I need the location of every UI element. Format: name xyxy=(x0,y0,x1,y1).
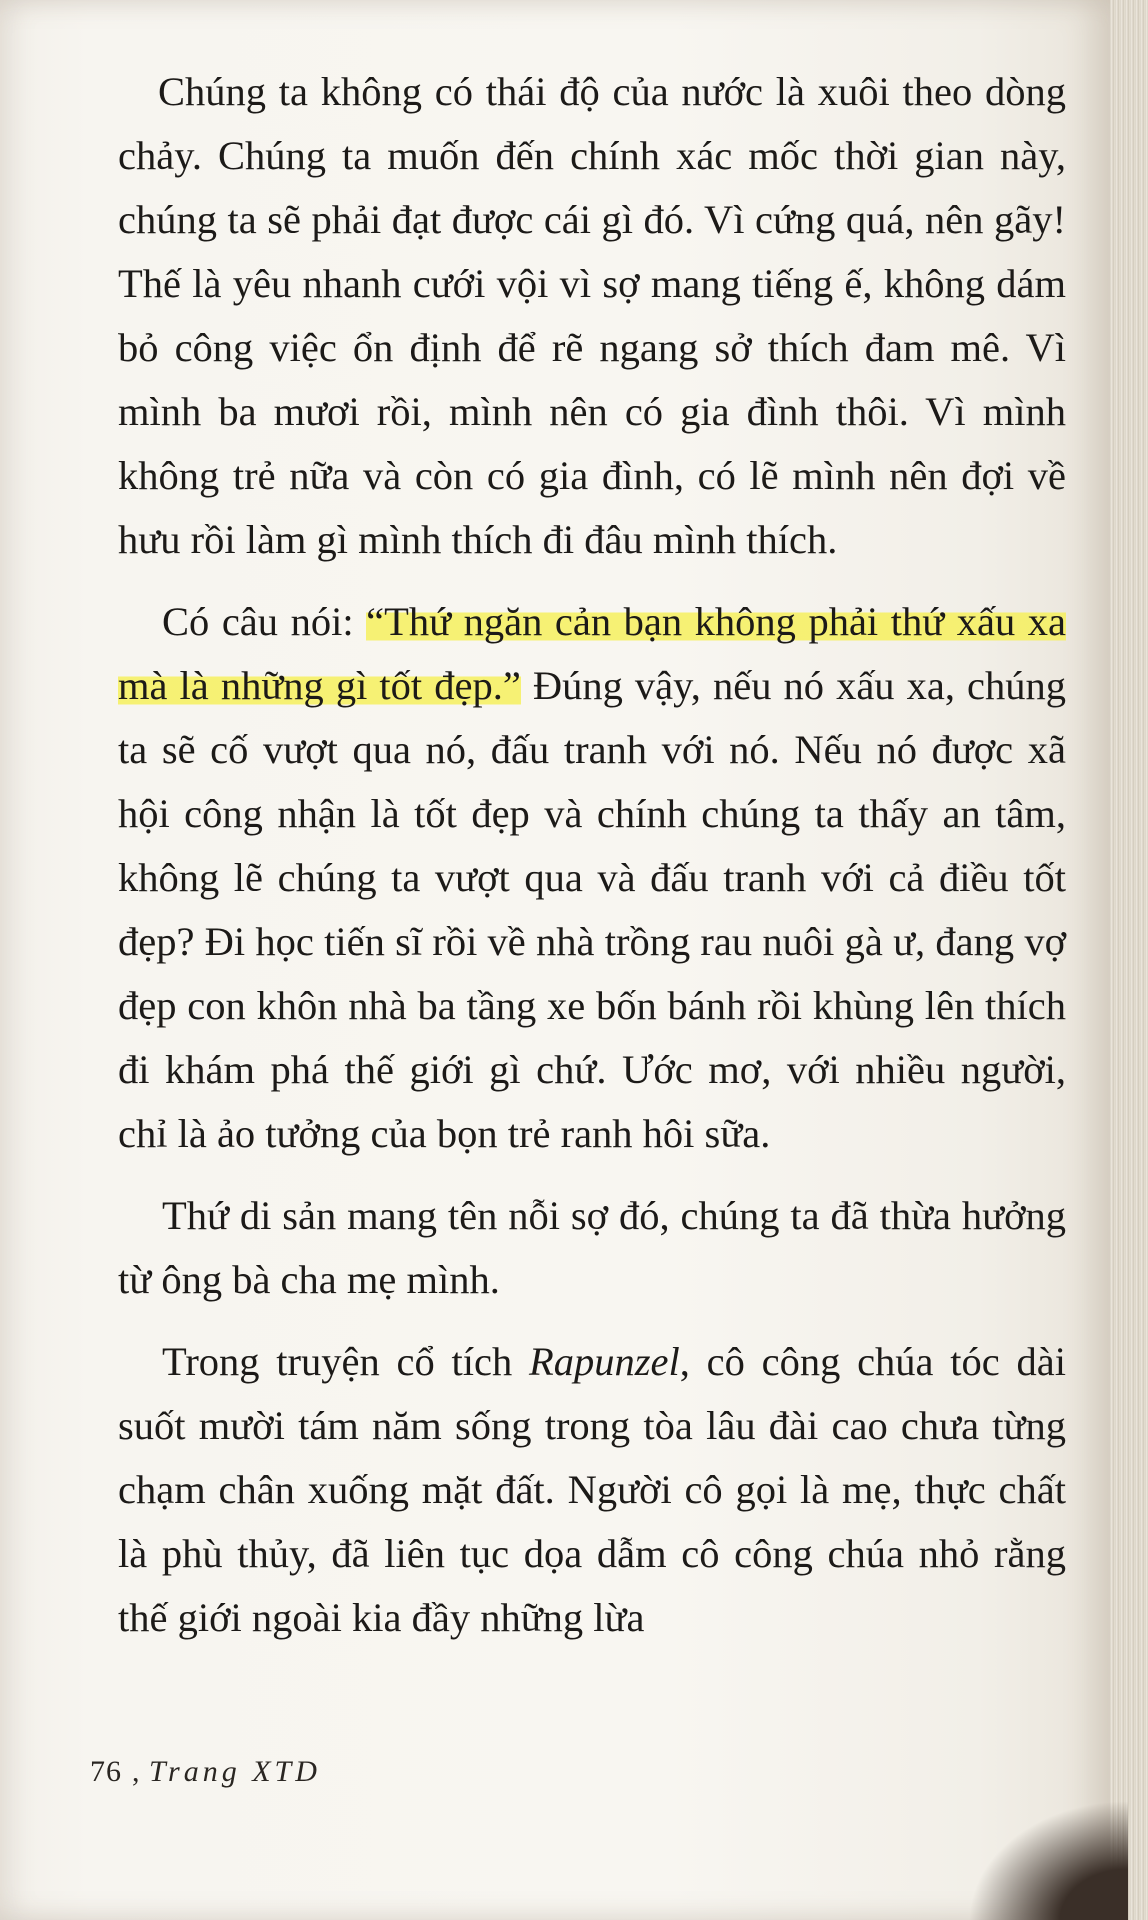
highlighted-quote: “Thứ ngăn cản bạn không phải thứ xấu xa mà là những gì tốt đẹp.” xyxy=(118,599,1066,708)
footer-brand: Trang XTD xyxy=(149,1755,321,1788)
page-footer xyxy=(90,1755,321,1789)
paragraph-text: Đúng vậy, nếu nó xấu xa, chúng ta sẽ cố vượt qua nó, đấu tranh với nó. Nếu nó được xã hội công nhận là tốt đẹp và chính chúng ta thấy an tâm, không lẽ chúng ta vượt qua và đấu tranh với cả điều tốt đẹp? Đi học tiến sĩ rồi về nhà trồng rau nuôi gà ư, đang vợ đẹp con khôn nhà ba tầng xe bốn bánh rồi khùng lên thích đi khám phá thế giới gì chứ. Ước mơ, với nhiều người, chỉ là ảo tưởng của bọn trẻ ranh hôi sữa. xyxy=(118,663,1066,1156)
footer-separator: , xyxy=(132,1755,141,1788)
text-body xyxy=(118,60,1066,1668)
paragraph-4 xyxy=(118,1330,1066,1650)
book-title-rapunzel: Rapunzel xyxy=(529,1339,680,1384)
paragraph-3 xyxy=(118,1184,1066,1312)
paragraph-text: Thứ di sản mang tên nỗi sợ đó, chúng ta đã thừa hưởng từ ông bà cha mẹ mình. xyxy=(118,1193,1066,1302)
page-number: 76 xyxy=(90,1755,122,1788)
paragraph-text: Có câu nói: xyxy=(162,599,367,644)
paragraph-text: Trong truyện cổ tích xyxy=(162,1339,529,1384)
page-edge-stack xyxy=(1110,0,1148,1920)
paragraph-text: , cô công chúa tóc dài suốt mười tám năm sống trong tòa lâu đài cao chưa từng chạm chân xuống mặt đất. Người cô gọi là mẹ, thực chất là phù thủy, đã liên tục dọa dẫm cô công chúa nhỏ rằng thế giới ngoài kia đầy những lừa xyxy=(118,1339,1066,1640)
paragraph-2 xyxy=(118,590,1066,1166)
paragraph-1 xyxy=(118,60,1066,572)
page-corner-shadow xyxy=(968,1800,1128,1920)
paragraph-text: Chúng ta không có thái độ của nước là xuôi theo dòng chảy. Chúng ta muốn đến chính xác mốc thời gian này, chúng ta sẽ phải đạt được cái gì đó. Vì cứng quá, nên gãy! Thế là yêu nhanh cưới vội vì sợ mang tiếng ế, không dám bỏ công việc ổn định để rẽ ngang sở thích đam mê. Vì mình ba mươi rồi, mình nên có gia đình thôi. Vì mình không trẻ nữa và còn có gia đình, có lẽ mình nên đợi về hưu rồi làm gì mình thích đi đâu mình thích. xyxy=(118,69,1066,562)
